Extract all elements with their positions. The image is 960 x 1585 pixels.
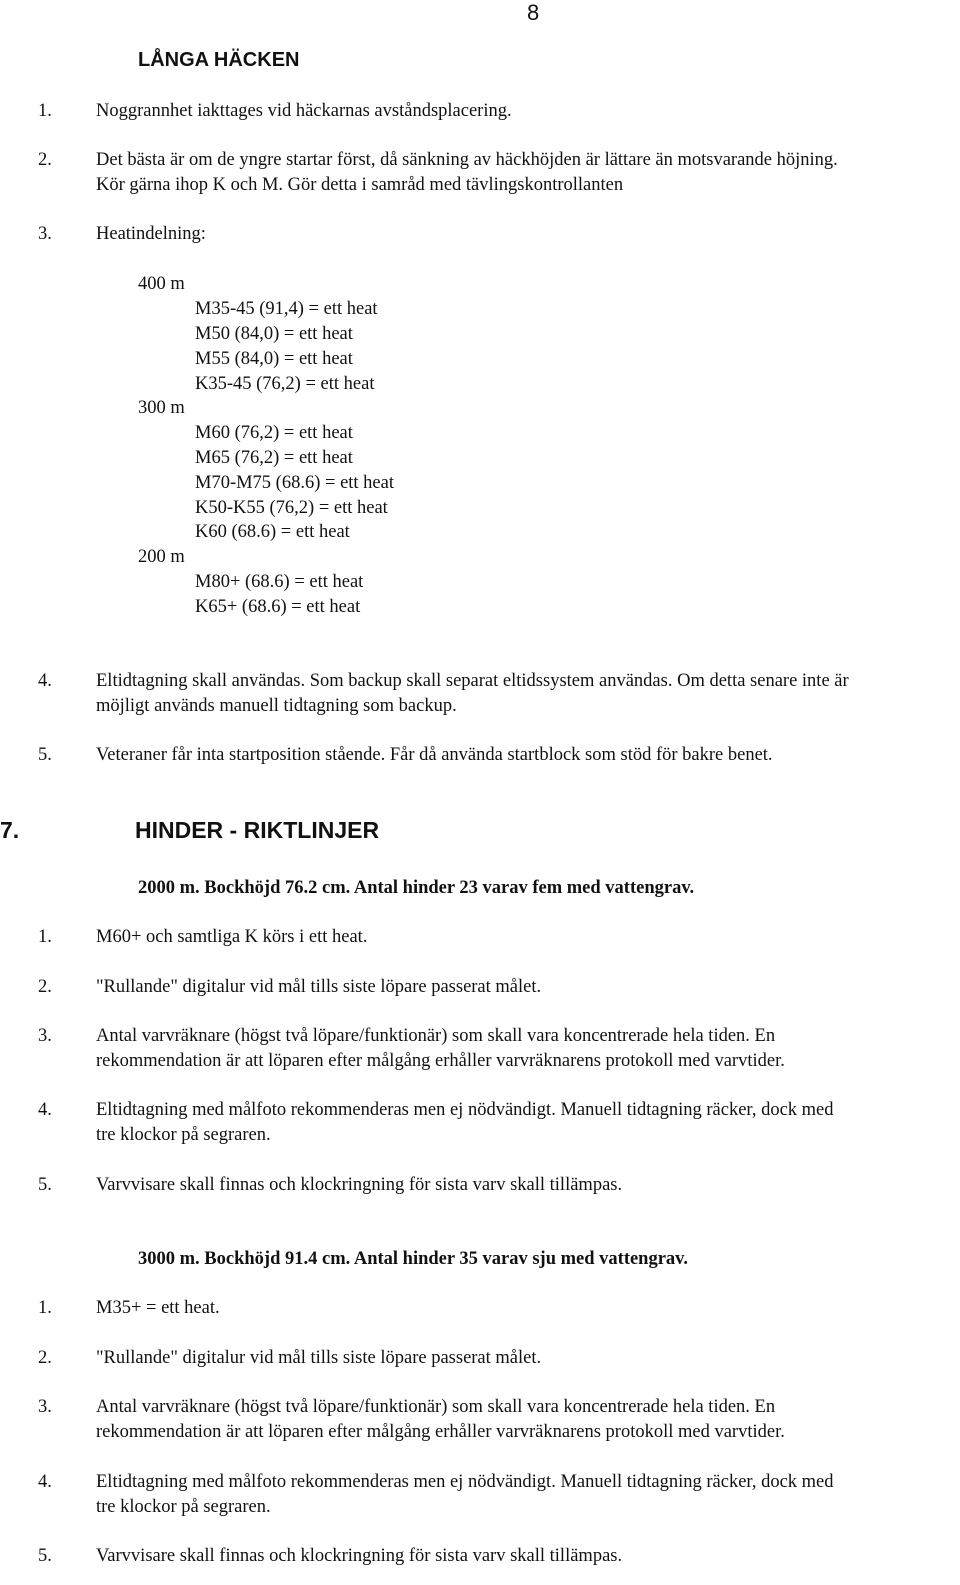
subsection-heading-2000m: 2000 m. Bockhöjd 76.2 cm. Antal hinder 23 varav fem med vattengrav. bbox=[138, 878, 695, 898]
list-item-text: Heatindelning: bbox=[96, 224, 206, 244]
heat-row: M70-M75 (68.6) = ett heat bbox=[195, 473, 394, 493]
list-number: 1. bbox=[38, 1298, 52, 1318]
list-item-text: rekommendation är att löparen efter målgång erhåller varvräknarens protokoll med varvtider. bbox=[96, 1051, 785, 1071]
list-number: 4. bbox=[38, 1100, 52, 1120]
subsection-heading-3000m: 3000 m. Bockhöjd 91.4 cm. Antal hinder 35 varav sju med vattengrav. bbox=[138, 1249, 689, 1269]
heat-row: M65 (76,2) = ett heat bbox=[195, 448, 353, 468]
list-item-text: Eltidtagning med målfoto rekommenderas men ej nödvändigt. Manuell tidtagning räcker, dock med bbox=[96, 1472, 834, 1492]
list-item-text: möjligt används manuell tidtagning som backup. bbox=[96, 696, 457, 716]
page-number: 8 bbox=[527, 0, 540, 25]
list-item-text: Varvvisare skall finnas och klockringning för sista varv skall tillämpas. bbox=[96, 1546, 623, 1566]
list-number: 2. bbox=[38, 1348, 52, 1368]
list-number: 5. bbox=[38, 1175, 52, 1195]
list-number: 1. bbox=[38, 101, 52, 121]
heat-distance: 400 m bbox=[138, 274, 185, 294]
heat-row: K50-K55 (76,2) = ett heat bbox=[195, 498, 388, 518]
list-item-text: Noggrannhet iakttages vid häckarnas avståndsplacering. bbox=[96, 101, 512, 121]
list-number: 4. bbox=[38, 1472, 52, 1492]
heat-row: M50 (84,0) = ett heat bbox=[195, 324, 353, 344]
list-item-text: Eltidtagning med målfoto rekommenderas men ej nödvändigt. Manuell tidtagning räcker, dock med bbox=[96, 1100, 834, 1120]
section-title-langa-hacken: LÅNGA HÄCKEN bbox=[138, 49, 300, 71]
list-item-text: Veteraner får inta startposition stående. Får då använda startblock som stöd för bakre benet. bbox=[96, 745, 773, 765]
list-item-text: Det bästa är om de yngre startar först, då sänkning av häckhöjden är lättare än motsvarande höjning. bbox=[96, 150, 838, 170]
list-item-text: tre klockor på segraren. bbox=[96, 1125, 271, 1145]
heat-row: M60 (76,2) = ett heat bbox=[195, 423, 353, 443]
list-item-text: "Rullande" digitalur vid mål tills siste löpare passerat målet. bbox=[96, 977, 542, 997]
list-item-text: tre klockor på segraren. bbox=[96, 1497, 271, 1517]
heat-distance: 300 m bbox=[138, 398, 185, 418]
heat-row: K65+ (68.6) = ett heat bbox=[195, 597, 361, 617]
heat-row: K60 (68.6) = ett heat bbox=[195, 522, 350, 542]
list-item-text: Antal varvräknare (högst två löpare/funktionär) som skall vara koncentrerade hela tiden. En bbox=[96, 1026, 776, 1046]
section-number: 7. bbox=[0, 817, 20, 843]
list-number: 1. bbox=[38, 927, 52, 947]
heat-row: M55 (84,0) = ett heat bbox=[195, 349, 353, 369]
list-item-text: Eltidtagning skall användas. Som backup skall separat eltidssystem användas. Om detta senare inte är bbox=[96, 671, 849, 691]
list-number: 3. bbox=[38, 224, 52, 244]
heat-row: K35-45 (76,2) = ett heat bbox=[195, 374, 375, 394]
list-number: 5. bbox=[38, 745, 52, 765]
list-number: 3. bbox=[38, 1026, 52, 1046]
list-item-text: "Rullande" digitalur vid mål tills siste löpare passerat målet. bbox=[96, 1348, 542, 1368]
list-item-text: Varvvisare skall finnas och klockringning för sista varv skall tillämpas. bbox=[96, 1175, 623, 1195]
list-number: 2. bbox=[38, 977, 52, 997]
heat-row: M80+ (68.6) = ett heat bbox=[195, 572, 364, 592]
section-title-hinder: HINDER - RIKTLINJER bbox=[135, 817, 380, 843]
list-item-text: Kör gärna ihop K och M. Gör detta i samråd med tävlingskontrollanten bbox=[96, 175, 624, 195]
list-number: 4. bbox=[38, 671, 52, 691]
heat-distance: 200 m bbox=[138, 547, 185, 567]
list-number: 5. bbox=[38, 1546, 52, 1566]
list-item-text: M60+ och samtliga K körs i ett heat. bbox=[96, 927, 368, 947]
list-item-text: rekommendation är att löparen efter målgång erhåller varvräknarens protokoll med varvtider. bbox=[96, 1422, 785, 1442]
list-item-text: Antal varvräknare (högst två löpare/funktionär) som skall vara koncentrerade hela tiden. En bbox=[96, 1397, 776, 1417]
heat-row: M35-45 (91,4) = ett heat bbox=[195, 299, 378, 319]
list-number: 2. bbox=[38, 150, 52, 170]
list-item-text: M35+ = ett heat. bbox=[96, 1298, 220, 1318]
list-number: 3. bbox=[38, 1397, 52, 1417]
